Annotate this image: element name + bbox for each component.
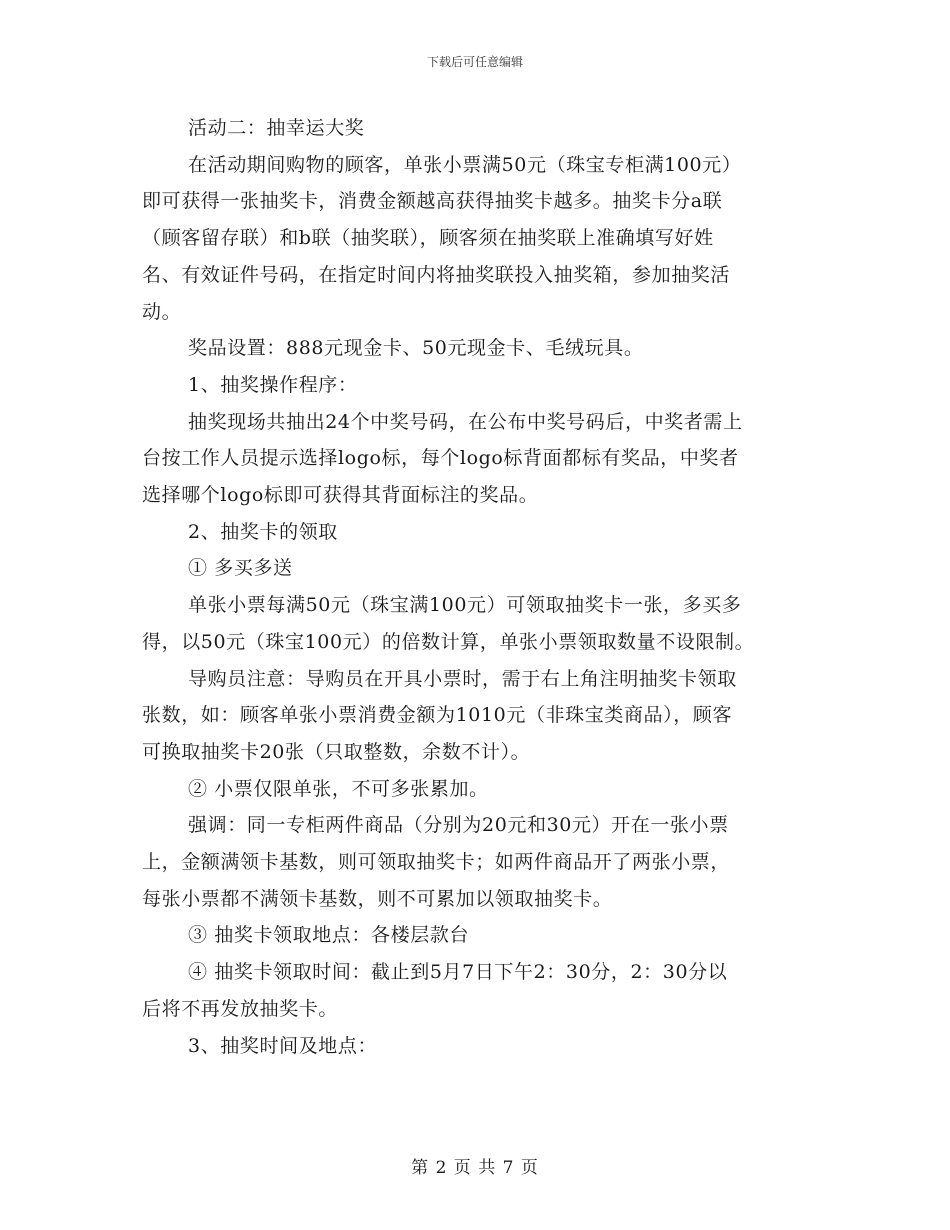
body-line: 每张小票都不满领卡基数，则不可累加以领取抽奖卡。	[142, 887, 613, 910]
document-body	[142, 110, 822, 1064]
prize-settings-line: 奖品设置：888元现金卡、50元现金卡、毛绒玩具。	[188, 337, 644, 360]
body-line: 导购员注意：导购员在开具小票时，需于右上角注明抽奖卡领取	[188, 667, 737, 690]
body-line: 即可获得一张抽奖卡，消费金额越高获得抽奖卡越多。抽奖卡分a联	[142, 190, 723, 213]
subheading-draw-procedure: 1、抽奖操作程序：	[188, 373, 358, 396]
body-line: 单张小票每满50元（珠宝满100元）可领取抽奖卡一张，多买多	[188, 594, 742, 617]
body-line: 得，以50元（珠宝100元）的倍数计算，单张小票领取数量不设限制。	[142, 630, 755, 653]
page-footer: 第 2 页 共 7 页	[411, 1158, 539, 1178]
section-heading-activity-two: 活动二：抽幸运大奖	[188, 117, 365, 139]
body-line: 张数，如：顾客单张小票消费金额为1010元（非珠宝类商品），顾客	[142, 704, 733, 727]
list-item: ③ 抽奖卡领取地点：各楼层款台	[188, 924, 470, 947]
body-line: 名、有效证件号码，在指定时间内将抽奖联投入抽奖箱，参加抽奖活	[142, 263, 731, 286]
subheading-draw-time-location: 3、抽奖时间及地点：	[188, 1034, 378, 1057]
body-line: 抽奖现场共抽出24个中奖号码，在公布中奖号码后，中奖者需上	[188, 410, 743, 433]
body-line: 在活动期间购物的顾客，单张小票满50元（珠宝专柜满100元）	[188, 153, 742, 176]
body-line: 上，金额满领卡基数，则可领取抽奖卡；如两件商品开了两张小票，	[142, 851, 731, 874]
body-line: 可换取抽奖卡20张（只取整数，余数不计）。	[142, 740, 531, 763]
body-line: 台按工作人员提示选择logo标，每个logo标背面都标有奖品，中奖者	[142, 447, 739, 470]
list-item: ④ 抽奖卡领取时间：截止到5月7日下午2：30分，2：30分以	[188, 961, 728, 984]
body-line: 动。	[142, 300, 182, 323]
list-item: ② 小票仅限单张，不可多张累加。	[188, 777, 489, 800]
body-line: 强调：同一专柜两件商品（分别为20元和30元）开在一张小票	[188, 814, 729, 837]
body-line: 选择哪个logo标即可获得其背面标注的奖品。	[142, 484, 539, 507]
list-item: ① 多买多送	[188, 557, 293, 580]
body-line: 后将不再发放抽奖卡。	[142, 997, 339, 1020]
page-header: 下载后可任意编辑	[426, 55, 523, 69]
subheading-card-collection: 2、抽奖卡的领取	[188, 520, 338, 543]
body-line: （顾客留存联）和b联（抽奖联），顾客须在抽奖联上准确填写好姓	[142, 227, 714, 250]
